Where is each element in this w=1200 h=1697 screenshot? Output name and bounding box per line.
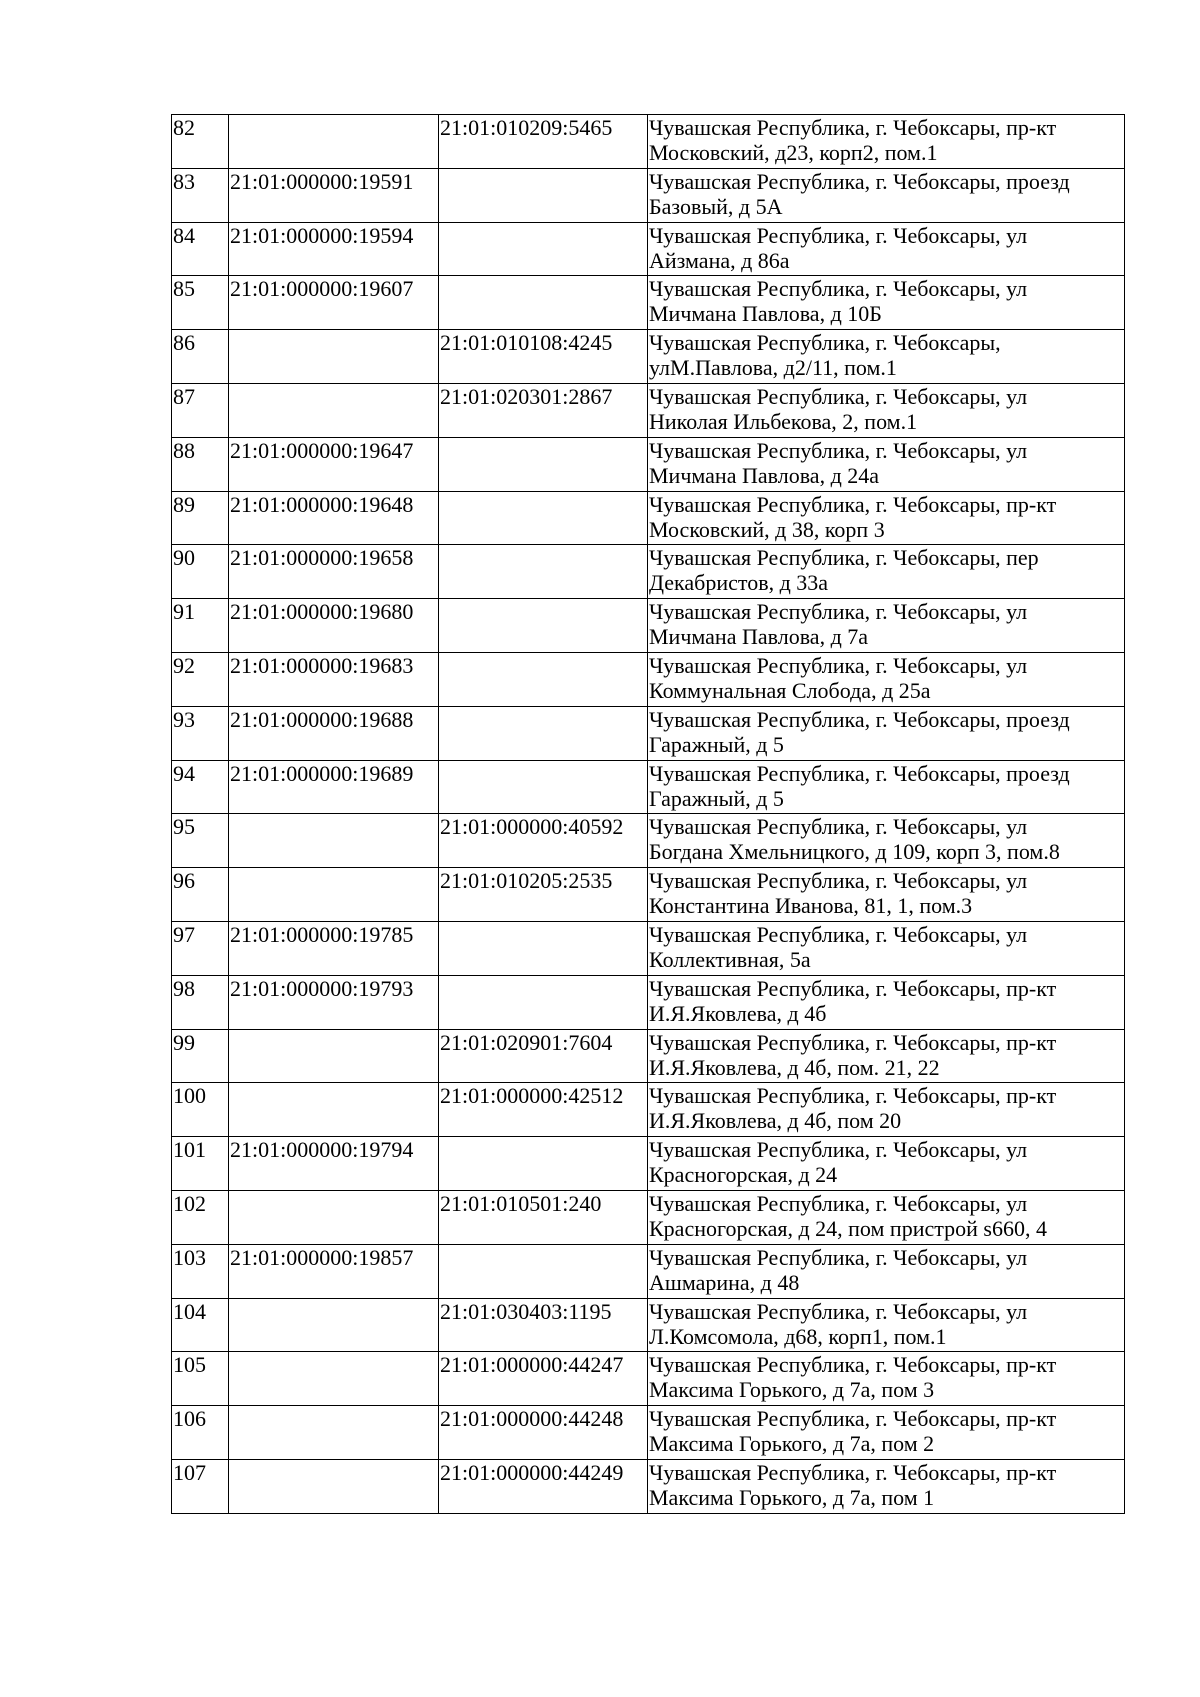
address-line: Мичмана Павлова, д 10Б: [649, 301, 882, 327]
cadastral-number-cell: 21:01:000000:19658: [229, 545, 439, 599]
cadastral-number-cell: 21:01:000000:19680: [229, 599, 439, 653]
table-row: [172, 1083, 1125, 1137]
row-number-cell: 106: [172, 1406, 229, 1460]
premises-cadastral-number-cell: [439, 545, 648, 599]
address-line: Чувашская Республика, г. Чебоксары, ул: [649, 1137, 1028, 1163]
address-line: Чувашская Республика, г. Чебоксары, ул: [649, 383, 1028, 409]
address-line: Чувашская Республика, г. Чебоксары, ул: [649, 437, 1028, 463]
cadastral-number-cell: [229, 1190, 439, 1244]
address-line: Чувашская Республика, г. Чебоксары, проезд: [649, 706, 1070, 732]
premises-cadastral-number-cell: 21:01:030403:1195: [439, 1298, 648, 1352]
row-number-cell: 100: [172, 1083, 229, 1137]
row-number-cell: 91: [172, 599, 229, 653]
cadastral-number-cell: 21:01:000000:19683: [229, 652, 439, 706]
premises-cadastral-number-cell: [439, 599, 648, 653]
address-cell: [648, 115, 1125, 169]
table-row: [172, 921, 1125, 975]
premises-cadastral-number-cell: 21:01:000000:44249: [439, 1459, 648, 1513]
premises-cadastral-number-cell: [439, 491, 648, 545]
cadastral-number-cell: [229, 1029, 439, 1083]
row-number-cell: 101: [172, 1137, 229, 1191]
address-line: И.Я.Яковлева, д 4б, пом 20: [649, 1108, 902, 1134]
row-number-cell: 99: [172, 1029, 229, 1083]
cadastral-number-cell: 21:01:000000:19688: [229, 706, 439, 760]
address-line: Максима Горького, д 7а, пом 2: [649, 1431, 935, 1457]
address-cell: [648, 760, 1125, 814]
address-line: Чувашская Республика, г. Чебоксары, проезд: [649, 760, 1070, 786]
premises-cadastral-number-cell: 21:01:000000:44247: [439, 1352, 648, 1406]
address-line: Чувашская Республика, г. Чебоксары, пр-кт: [649, 1459, 1057, 1485]
address-cell: [648, 1029, 1125, 1083]
address-line: Чувашская Республика, г. Чебоксары, ул: [649, 868, 1028, 894]
table-row: [172, 115, 1125, 169]
address-line: Максима Горького, д 7а, пом 3: [649, 1377, 935, 1403]
registry-table-body: [172, 115, 1125, 1514]
cadastral-number-cell: 21:01:000000:19607: [229, 276, 439, 330]
cadastral-number-cell: [229, 1406, 439, 1460]
address-line: Чувашская Республика, г. Чебоксары, пр-кт: [649, 1083, 1057, 1109]
address-line: Чувашская Республика, г. Чебоксары, ул: [649, 652, 1028, 678]
row-number-cell: 86: [172, 330, 229, 384]
row-number-cell: 102: [172, 1190, 229, 1244]
address-line: Чувашская Республика, г. Чебоксары, пр-кт: [649, 491, 1057, 517]
cadastral-number-cell: [229, 383, 439, 437]
row-number-cell: 94: [172, 760, 229, 814]
address-cell: [648, 383, 1125, 437]
address-line: Чувашская Республика, г. Чебоксары,: [649, 330, 1001, 356]
cadastral-number-cell: 21:01:000000:19648: [229, 491, 439, 545]
row-number-cell: 93: [172, 706, 229, 760]
table-row: [172, 1029, 1125, 1083]
address-cell: [648, 330, 1125, 384]
row-number-cell: 84: [172, 222, 229, 276]
premises-cadastral-number-cell: 21:01:010209:5465: [439, 115, 648, 169]
address-line: Чувашская Республика, г. Чебоксары, ул: [649, 921, 1028, 947]
cadastral-number-cell: 21:01:000000:19689: [229, 760, 439, 814]
table-row: [172, 1137, 1125, 1191]
cadastral-number-cell: 21:01:000000:19591: [229, 168, 439, 222]
cadastral-number-cell: 21:01:000000:19857: [229, 1244, 439, 1298]
table-row: [172, 1352, 1125, 1406]
premises-cadastral-number-cell: [439, 975, 648, 1029]
row-number-cell: 92: [172, 652, 229, 706]
address-line: Гаражный, д 5: [649, 785, 784, 811]
address-line: Ашмарина, д 48: [649, 1269, 800, 1295]
cadastral-number-cell: 21:01:000000:19594: [229, 222, 439, 276]
address-line: Чувашская Республика, г. Чебоксары, ул: [649, 1244, 1028, 1270]
row-number-cell: 104: [172, 1298, 229, 1352]
premises-cadastral-number-cell: 21:01:020901:7604: [439, 1029, 648, 1083]
row-number-cell: 89: [172, 491, 229, 545]
table-row: [172, 545, 1125, 599]
address-line: Айзмана, д 86а: [649, 247, 790, 273]
address-line: Коллективная, 5а: [649, 946, 811, 972]
address-line: Красногорская, д 24, пом пристрой s660, 4: [649, 1215, 1047, 1241]
property-registry-table: [171, 114, 1125, 1514]
table-row: [172, 760, 1125, 814]
address-cell: [648, 868, 1125, 922]
address-cell: [648, 814, 1125, 868]
address-line: Чувашская Республика, г. Чебоксары, пер: [649, 545, 1039, 571]
premises-cadastral-number-cell: [439, 437, 648, 491]
premises-cadastral-number-cell: 21:01:010108:4245: [439, 330, 648, 384]
address-line: Чувашская Республика, г. Чебоксары, ул: [649, 222, 1028, 248]
address-line: Максима Горького, д 7а, пом 1: [649, 1484, 935, 1510]
address-cell: [648, 222, 1125, 276]
premises-cadastral-number-cell: [439, 168, 648, 222]
address-cell: [648, 1190, 1125, 1244]
address-cell: [648, 1459, 1125, 1513]
address-cell: [648, 921, 1125, 975]
address-line: Чувашская Республика, г. Чебоксары, ул: [649, 599, 1028, 625]
cadastral-number-cell: [229, 868, 439, 922]
address-line: И.Я.Яковлева, д 4б: [649, 1000, 827, 1026]
premises-cadastral-number-cell: [439, 652, 648, 706]
row-number-cell: 98: [172, 975, 229, 1029]
row-number-cell: 85: [172, 276, 229, 330]
address-line: Чувашская Республика, г. Чебоксары, ул: [649, 1298, 1028, 1324]
address-line: Чувашская Республика, г. Чебоксары, пр-кт: [649, 975, 1057, 1001]
cadastral-number-cell: [229, 115, 439, 169]
row-number-cell: 97: [172, 921, 229, 975]
address-cell: [648, 1406, 1125, 1460]
address-line: Гаражный, д 5: [649, 731, 784, 757]
cadastral-number-cell: [229, 1298, 439, 1352]
table-row: [172, 1406, 1125, 1460]
address-line: Декабристов, д 33а: [649, 570, 829, 596]
address-line: улМ.Павлова, д2/11, пом.1: [649, 355, 897, 381]
address-line: Л.Комсомола, д68, корп1, пом.1: [649, 1323, 947, 1349]
address-cell: [648, 276, 1125, 330]
row-number-cell: 88: [172, 437, 229, 491]
row-number-cell: 95: [172, 814, 229, 868]
address-cell: [648, 1352, 1125, 1406]
address-line: Московский, д 38, корп 3: [649, 516, 885, 542]
address-line: Мичмана Павлова, д 7а: [649, 624, 869, 650]
row-number-cell: 83: [172, 168, 229, 222]
premises-cadastral-number-cell: 21:01:010501:240: [439, 1190, 648, 1244]
premises-cadastral-number-cell: 21:01:010205:2535: [439, 868, 648, 922]
table-row: [172, 276, 1125, 330]
premises-cadastral-number-cell: 21:01:000000:40592: [439, 814, 648, 868]
cadastral-number-cell: [229, 814, 439, 868]
address-cell: [648, 1083, 1125, 1137]
address-cell: [648, 1244, 1125, 1298]
row-number-cell: 87: [172, 383, 229, 437]
row-number-cell: 105: [172, 1352, 229, 1406]
address-cell: [648, 599, 1125, 653]
address-line: Константина Иванова, 81, 1, пом.3: [649, 893, 973, 919]
address-cell: [648, 975, 1125, 1029]
table-row: [172, 1190, 1125, 1244]
address-line: Чувашская Республика, г. Чебоксары, проезд: [649, 168, 1070, 194]
table-row: [172, 706, 1125, 760]
row-number-cell: 90: [172, 545, 229, 599]
table-row: [172, 975, 1125, 1029]
table-row: [172, 168, 1125, 222]
address-cell: [648, 437, 1125, 491]
address-cell: [648, 652, 1125, 706]
address-line: Чувашская Республика, г. Чебоксары, пр-кт: [649, 115, 1057, 140]
table-row: [172, 222, 1125, 276]
address-cell: [648, 545, 1125, 599]
address-line: Коммунальная Слобода, д 25а: [649, 677, 931, 703]
premises-cadastral-number-cell: [439, 222, 648, 276]
address-line: Богдана Хмельницкого, д 109, корп 3, пом.8: [649, 839, 1060, 865]
table-row: [172, 599, 1125, 653]
address-cell: [648, 706, 1125, 760]
cadastral-number-cell: 21:01:000000:19793: [229, 975, 439, 1029]
address-line: Чувашская Республика, г. Чебоксары, ул: [649, 1190, 1028, 1216]
address-cell: [648, 168, 1125, 222]
row-number-cell: 82: [172, 115, 229, 169]
table-row: [172, 1244, 1125, 1298]
table-row: [172, 1298, 1125, 1352]
premises-cadastral-number-cell: 21:01:000000:44248: [439, 1406, 648, 1460]
premises-cadastral-number-cell: [439, 921, 648, 975]
address-line: Николая Ильбекова, 2, пом.1: [649, 408, 918, 434]
address-line: Красногорская, д 24: [649, 1162, 838, 1188]
table-row: [172, 330, 1125, 384]
premises-cadastral-number-cell: [439, 706, 648, 760]
premises-cadastral-number-cell: 21:01:000000:42512: [439, 1083, 648, 1137]
address-line: Чувашская Республика, г. Чебоксары, ул: [649, 276, 1028, 302]
premises-cadastral-number-cell: [439, 1244, 648, 1298]
row-number-cell: 103: [172, 1244, 229, 1298]
address-line: Московский, д23, корп2, пом.1: [649, 140, 938, 165]
table-row: [172, 1459, 1125, 1513]
address-line: Мичмана Павлова, д 24а: [649, 462, 880, 488]
address-line: Базовый, д 5А: [649, 193, 783, 219]
table-row: [172, 652, 1125, 706]
row-number-cell: 96: [172, 868, 229, 922]
cadastral-number-cell: [229, 1459, 439, 1513]
address-line: Чувашская Республика, г. Чебоксары, пр-кт: [649, 1029, 1057, 1055]
address-line: И.Я.Яковлева, д 4б, пом. 21, 22: [649, 1054, 940, 1080]
row-number-cell: 107: [172, 1459, 229, 1513]
table-row: [172, 868, 1125, 922]
premises-cadastral-number-cell: [439, 1137, 648, 1191]
address-line: Чувашская Республика, г. Чебоксары, пр-кт: [649, 1352, 1057, 1378]
cadastral-number-cell: [229, 1083, 439, 1137]
cadastral-number-cell: [229, 330, 439, 384]
address-line: Чувашская Республика, г. Чебоксары, ул: [649, 814, 1028, 840]
address-cell: [648, 1298, 1125, 1352]
address-cell: [648, 491, 1125, 545]
table-row: [172, 814, 1125, 868]
address-line: Чувашская Республика, г. Чебоксары, пр-кт: [649, 1406, 1057, 1432]
table-row: [172, 491, 1125, 545]
cadastral-number-cell: 21:01:000000:19647: [229, 437, 439, 491]
premises-cadastral-number-cell: 21:01:020301:2867: [439, 383, 648, 437]
table-row: [172, 437, 1125, 491]
table-row: [172, 383, 1125, 437]
cadastral-number-cell: [229, 1352, 439, 1406]
cadastral-number-cell: 21:01:000000:19794: [229, 1137, 439, 1191]
cadastral-number-cell: 21:01:000000:19785: [229, 921, 439, 975]
address-cell: [648, 1137, 1125, 1191]
premises-cadastral-number-cell: [439, 276, 648, 330]
premises-cadastral-number-cell: [439, 760, 648, 814]
